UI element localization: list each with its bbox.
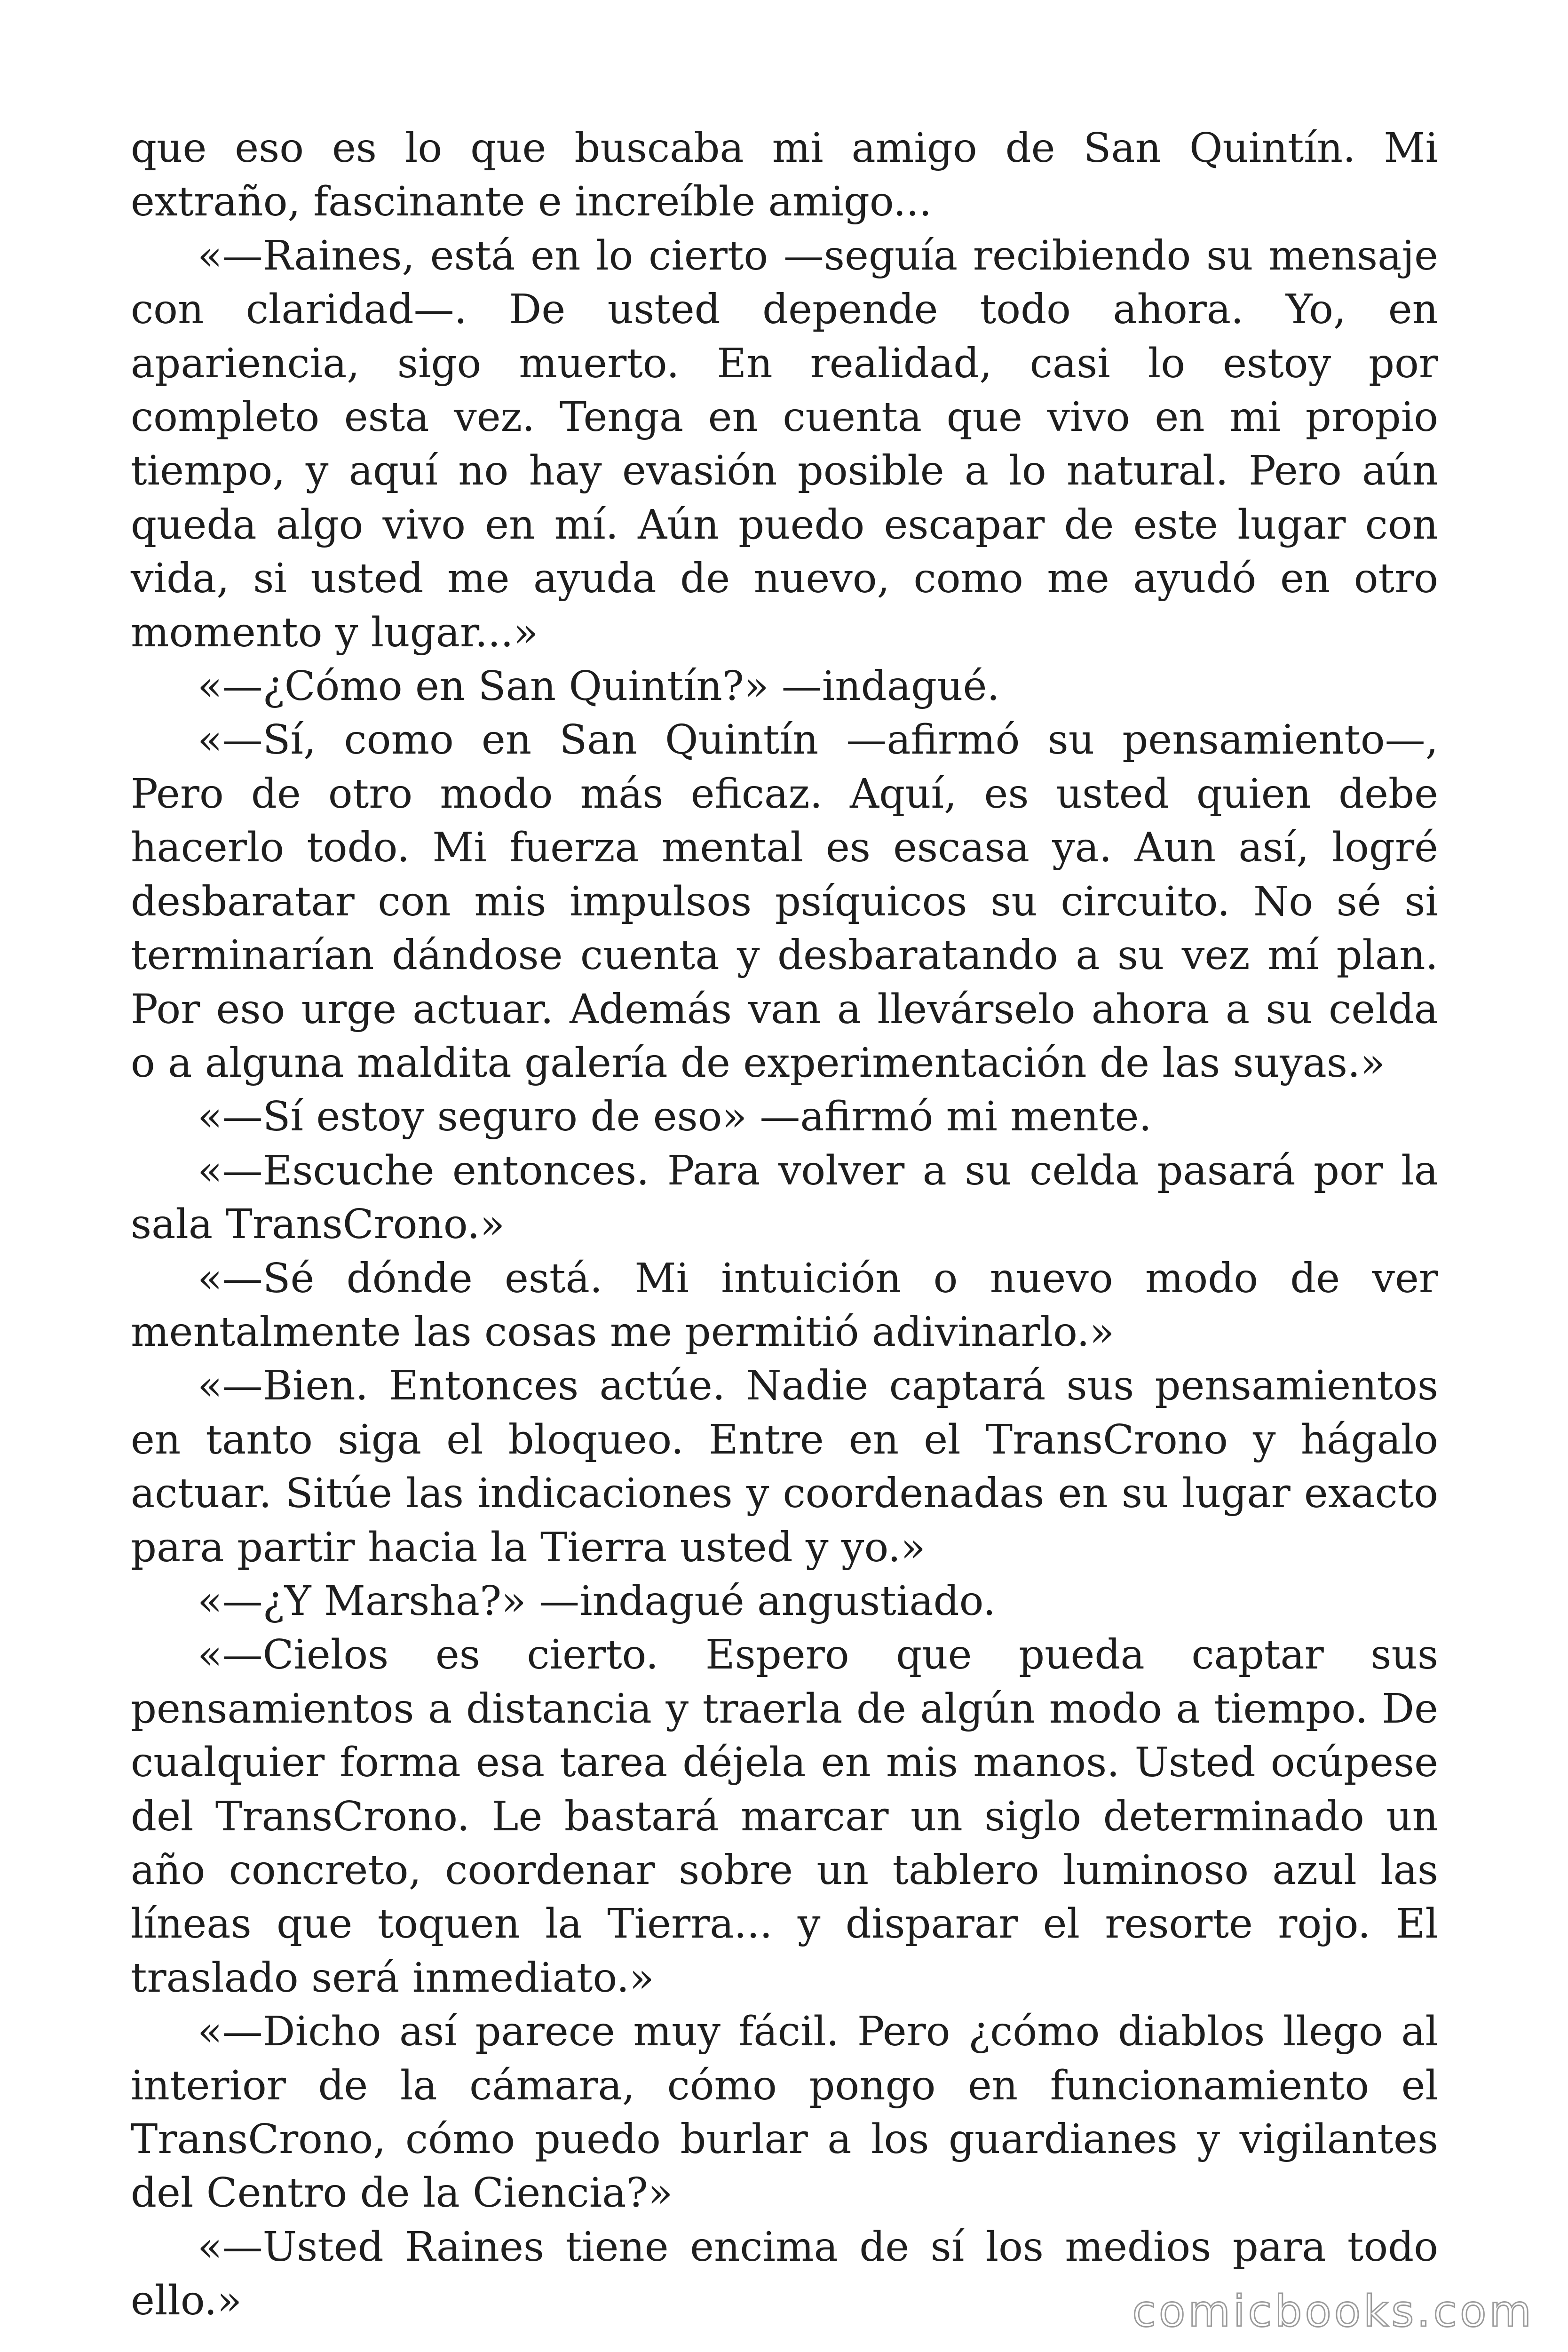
paragraph-12: «—Usted Raines tiene encima de sí los medios para todo ello.» xyxy=(131,2223,1438,2325)
paragraph-2: «—Raines, está en lo cierto —seguía recibiendo su mensaje con claridad—. De usted depende todo ahora. Yo, en apariencia, sigo muerto. En realidad, casi lo estoy por completo esta vez. Tenga en cuenta que vivo en mi propio tiempo, y aquí no hay evasión posible a lo natural. Pero aún queda algo vivo en mí. Aún puedo escapar de este lugar con vida, si usted me ayuda de nuevo, como me ayudó en otro momento y lugar...» xyxy=(131,232,1438,656)
paragraph-10: «—Cielos es cierto. Espero que pueda captar sus pensamientos a distancia y traerla de algún modo a tiempo. De cualquier forma esa tarea déjela en mis manos. Usted ocúpese del TransCrono. Le bastará marcar un siglo determinado un año concreto, coordenar sobre un tablero luminoso azul las líneas que toquen la Tierra... y disparar el resorte rojo. El traslado será inmediato.» xyxy=(131,1631,1438,2002)
page-text xyxy=(131,121,1438,2328)
paragraph-3: «—¿Cómo en San Quintín?» —indagué. xyxy=(198,663,1000,710)
paragraph-7: «—Sé dónde está. Mi intuición o nuevo modo de ver mentalmente las cosas me permitió adivinarlo.» xyxy=(131,1255,1438,1356)
paragraph-5: «—Sí estoy seguro de eso» —afirmó mi mente. xyxy=(198,1093,1152,1141)
paragraph-9: «—¿Y Marsha?» —indagué angustiado. xyxy=(198,1577,996,1625)
paragraph-8: «—Bien. Entonces actúe. Nadie captará sus pensamientos en tanto siga el bloqueo. Entre en el TransCrono y hágalo actuar. Sitúe las indicaciones y coordenadas en su lugar exacto para partir hacia la Tierra usted y yo.» xyxy=(131,1362,1438,1571)
paragraph-1: que eso es lo que buscaba mi amigo de San Quintín. Mi extraño, fascinante e increíble amigo... xyxy=(131,125,1438,226)
paragraph-4: «—Sí, como en San Quintín —afirmó su pensamiento—, Pero de otro modo más eficaz. Aquí, es usted quien debe hacerlo todo. Mi fuerza mental es escasa ya. Aun así, logré desbaratar con mis impulsos psíquicos su circuito. No sé si terminarían dándose cuenta y desbaratando a su vez mí plan. Por eso urge actuar. Además van a llevárselo ahora a su celda o a alguna maldita galería de experimentación de las suyas.» xyxy=(131,716,1438,1087)
paragraph-6: «—Escuche entonces. Para volver a su celda pasará por la sala TransCrono.» xyxy=(131,1147,1438,1248)
watermark: comicbooks.com xyxy=(1132,2286,1534,2336)
paragraph-11: «—Dicho así parece muy fácil. Pero ¿cómo diablos llego al interior de la cámara, cómo pongo en funcionamiento el TransCrono, cómo puedo burlar a los guardianes y vigilantes del Centro de la Ciencia?» xyxy=(131,2008,1438,2217)
